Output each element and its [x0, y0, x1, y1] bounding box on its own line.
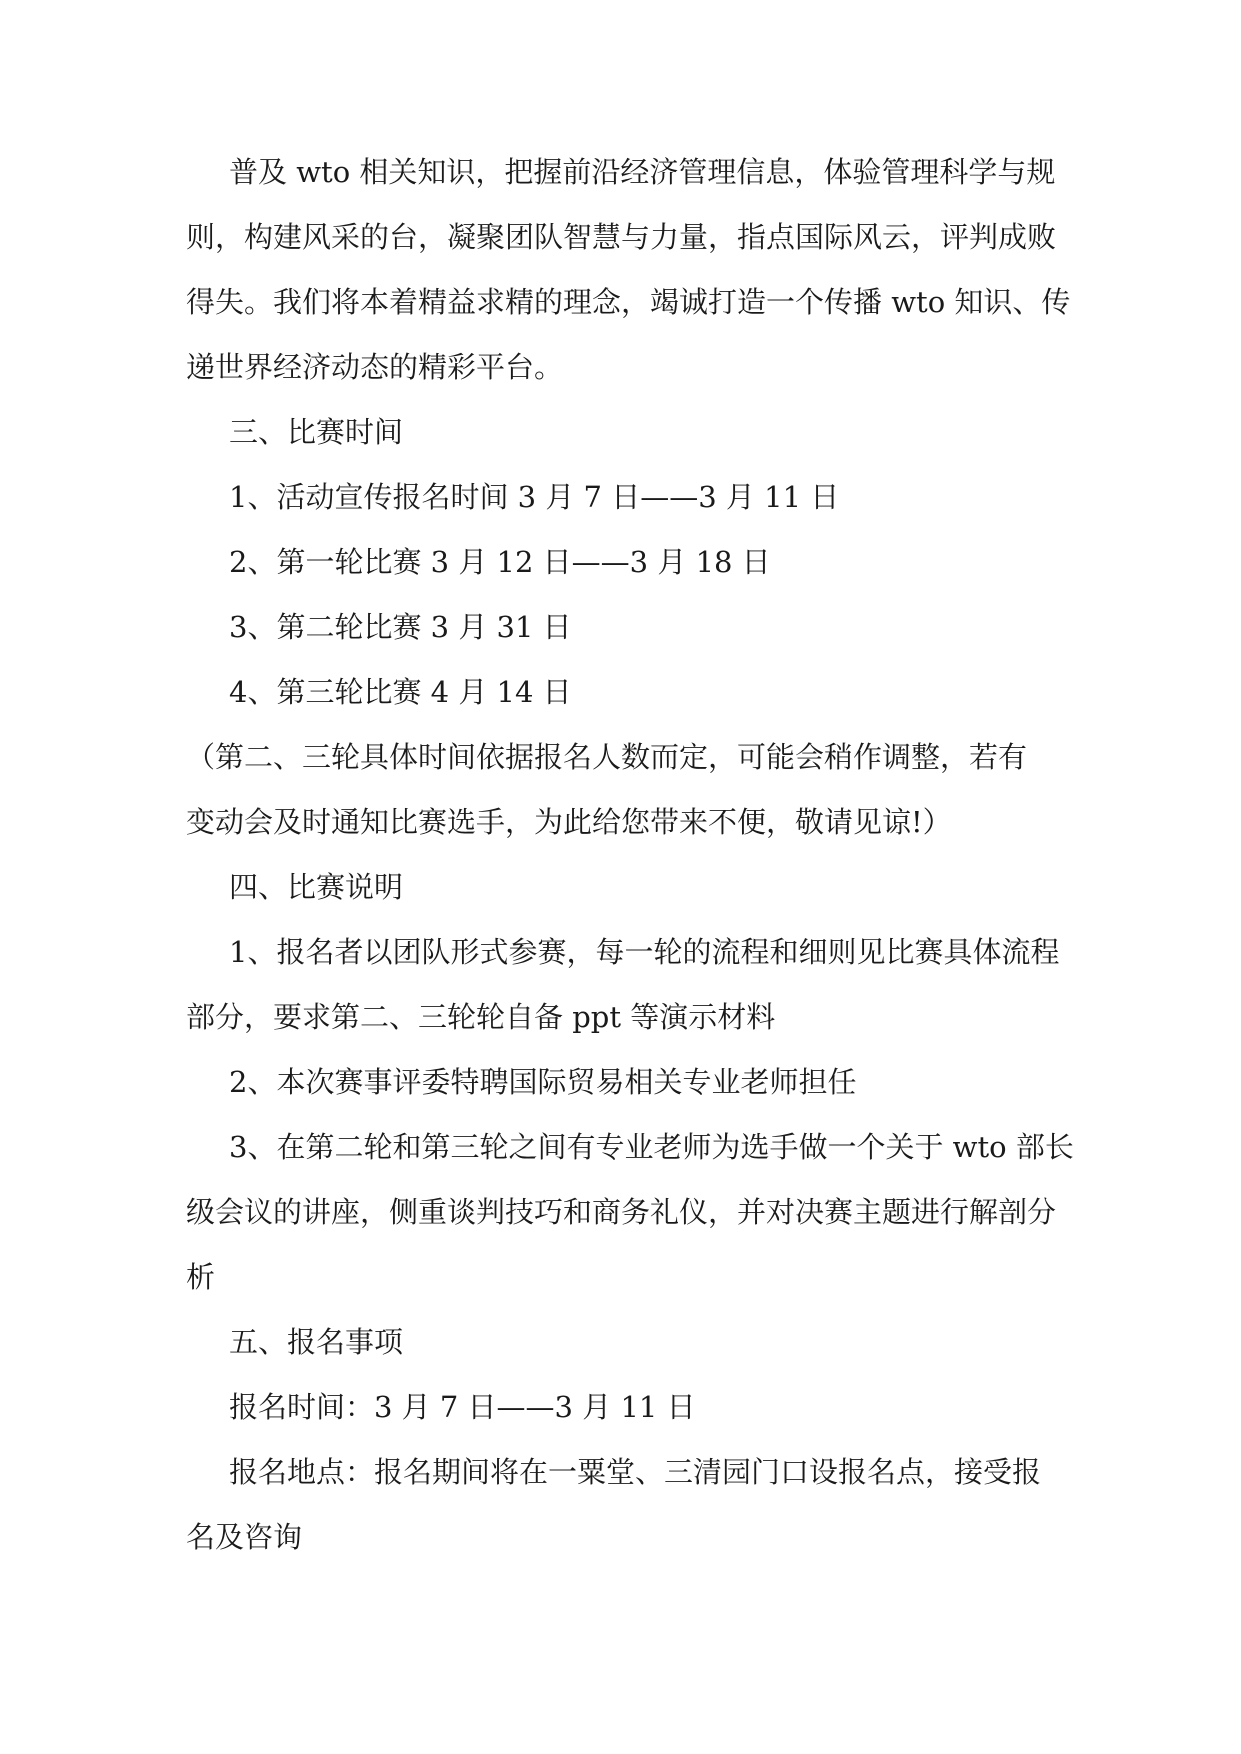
schedule-item: 3、第二轮比赛 3 月 31 日 [229, 610, 572, 644]
text-line: 则，构建风采的台，凝聚团队智慧与力量，指点国际风云，评判成败 [186, 220, 1057, 254]
section-heading-schedule: 三、比赛时间 [229, 415, 404, 449]
text-line: 得失。我们将本着精益求精的理念，竭诚打造一个传播 wto 知识、传 [186, 285, 1071, 319]
schedule-item: 4、第三轮比赛 4 月 14 日 [229, 675, 572, 709]
text-line: 3、在第二轮和第三轮之间有专业老师为选手做一个关于 wto 部长 [229, 1130, 1074, 1164]
section-heading-rules: 四、比赛说明 [229, 870, 404, 904]
text-line: 部分，要求第二、三轮轮自备 ppt 等演示材料 [186, 1000, 776, 1034]
text-line: （第二、三轮具体时间依据报名人数而定，可能会稍作调整，若有 [186, 740, 1028, 774]
text-line: 变动会及时通知比赛选手，为此给您带来不便，敬请见谅!） [186, 805, 952, 839]
rules-item [186, 920, 1061, 1050]
schedule-note [186, 725, 1061, 855]
text-line: 普及 wto 相关知识，把握前沿经济管理信息，体验管理科学与规 [229, 155, 1056, 189]
schedule-item: 2、第一轮比赛 3 月 12 日——3 月 18 日 [229, 545, 771, 579]
text-line: 析 [186, 1260, 216, 1294]
text-line: 1、报名者以团队形式参赛，每一轮的流程和细则见比赛具体流程 [229, 935, 1060, 969]
rules-item [186, 1115, 1074, 1310]
text-line: 报名地点：报名期间将在一粟堂、三清园门口设报名点，接受报 [229, 1455, 1042, 1489]
registration-place [186, 1440, 1061, 1570]
text-line: 递世界经济动态的精彩平台。 [186, 350, 564, 384]
rules-item: 2、本次赛事评委特聘国际贸易相关专业老师担任 [229, 1065, 857, 1099]
intro-paragraph [186, 140, 1071, 400]
document-page [186, 140, 1074, 1570]
section-heading-registration: 五、报名事项 [229, 1325, 404, 1359]
text-line: 级会议的讲座，侧重谈判技巧和商务礼仪，并对决赛主题进行解剖分 [186, 1195, 1057, 1229]
registration-time: 报名时间：3 月 7 日——3 月 11 日 [229, 1390, 696, 1424]
text-line: 名及咨询 [186, 1520, 303, 1554]
schedule-item: 1、活动宣传报名时间 3 月 7 日——3 月 11 日 [229, 480, 840, 514]
